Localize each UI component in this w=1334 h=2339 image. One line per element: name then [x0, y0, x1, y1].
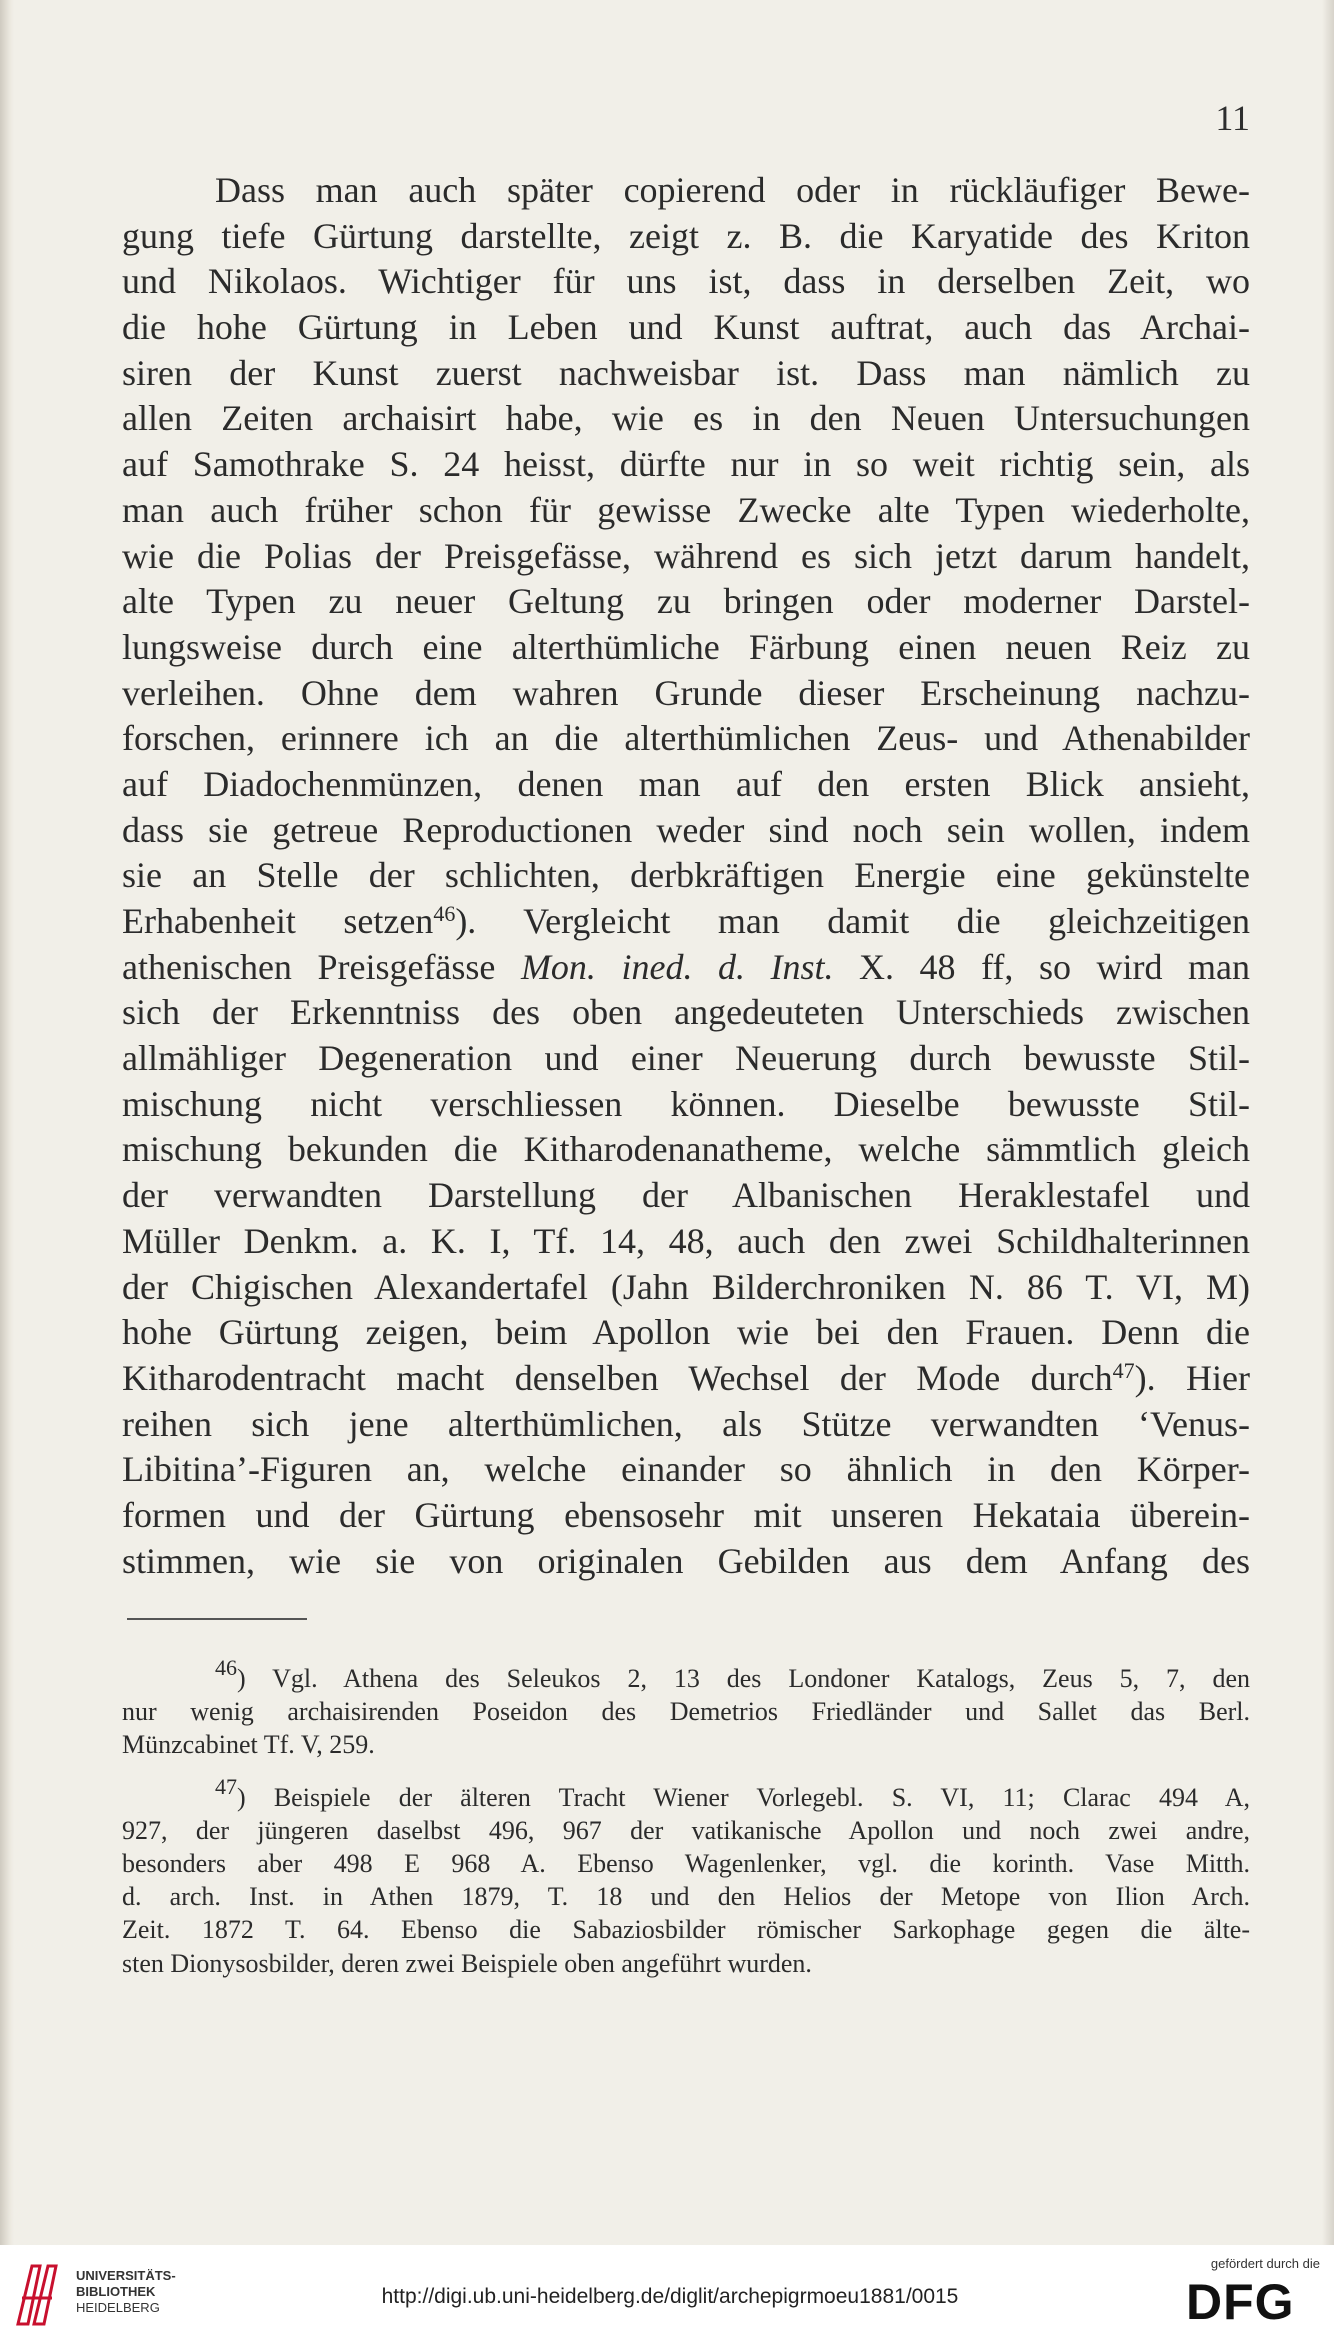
- page-left-edge: [0, 0, 14, 2245]
- text-line: formen und der Gürtung ebensosehr mit unseren Hekataia überein-: [122, 1494, 1250, 1535]
- text-line: allmähliger Degeneration und einer Neuerung durch bewusste Stil-: [122, 1038, 1250, 1079]
- text-segment: ). Vergleicht man damit die gleichzeitigen: [455, 901, 1250, 941]
- text-line: der verwandten Darstellung der Albanischen Heraklestafel und: [122, 1175, 1250, 1216]
- footnote-47-first-line: [122, 1773, 1250, 1814]
- footnote-line: Zeit. 1872 T. 64. Ebenso die Sabaziosbilder römischer Sarkophage gegen die älte-: [122, 1915, 1250, 1945]
- text-line-italic: [122, 945, 1250, 991]
- footnote-text: ) Beispiele der älteren Tracht Wiener Vorlegebl. S. VI, 11; Clarac 494 A,: [237, 1782, 1250, 1812]
- text-line: Libitina’-Figuren an, welche einander so ähnlich in den Körper-: [122, 1449, 1250, 1490]
- text-segment: X. 48 ff, so wird man: [833, 946, 1250, 987]
- text-line: auf Samothrake S. 24 heisst, dürfte nur in so weit richtig sein, als: [122, 444, 1250, 485]
- text-segment: Kitharodentracht macht denselben Wechsel der Mode durch: [122, 1357, 1113, 1398]
- text-line: die hohe Gürtung in Leben und Kunst auftrat, auch das Archai-: [122, 307, 1250, 348]
- text-line: siren der Kunst zuerst nachweisbar ist. Dass man nämlich zu: [122, 352, 1250, 393]
- library-logo-icon: [12, 2258, 72, 2330]
- footnote-line: Münzcabinet Tf. V, 259.: [122, 1730, 375, 1760]
- footnote-line: d. arch. Inst. in Athen 1879, T. 18 und den Helios der Metope von Ilion Arch.: [122, 1882, 1250, 1912]
- page-number: 11: [1215, 98, 1250, 138]
- footnote-mark: 46: [215, 1655, 237, 1680]
- footnotes: [122, 1655, 1250, 1980]
- text-line: forschen, erinnere ich an die alterthümlichen Zeus- und Athenabilder: [122, 718, 1250, 759]
- text-line: sich der Erkenntniss des oben angedeuteten Unterschieds zwischen: [122, 992, 1250, 1033]
- text-line: alte Typen zu neuer Geltung zu bringen oder moderner Darstel-: [122, 581, 1250, 622]
- text-line: der Chigischen Alexandertafel (Jahn Bilderchroniken N. 86 T. VI, M): [122, 1266, 1250, 1307]
- footnote-separator: [127, 1618, 307, 1620]
- text-line: gung tiefe Gürtung darstellte, zeigt z. B. die Karyatide des Kriton: [122, 215, 1250, 256]
- footnote-line: sten Dionysosbilder, deren zwei Beispiele oben angeführt wurden.: [122, 1948, 812, 1978]
- text-line: allen Zeiten archaisirt habe, wie es in den Neuen Untersuchungen: [122, 398, 1250, 439]
- text-segment: ). Hier: [1134, 1357, 1250, 1398]
- text-line: dass sie getreue Reproductionen weder sind noch sein wollen, indem: [122, 809, 1250, 850]
- text-line: stimmen, wie sie von originalen Gebilden aus dem Anfang des: [122, 1540, 1250, 1581]
- footnote-line: nur wenig archaisirenden Poseidon des Demetrios Friedländer und Sallet das Berl.: [122, 1697, 1250, 1727]
- text-line: mischung bekunden die Kitharodenanatheme, welche sämmtlich gleich: [122, 1129, 1250, 1170]
- text-segment: Erhabenheit setzen: [122, 901, 434, 941]
- text-line: reihen sich jene alterthümlichen, als Stütze verwandten ‘Venus-: [122, 1403, 1250, 1444]
- permalink-url[interactable]: http://digi.ub.uni-heidelberg.de/diglit/archepigrmoeu1881/0015: [381, 2285, 959, 2308]
- footnote-line: 927, der jüngeren daselbst 496, 967 der vatikanische Apollon und noch zwei andre,: [122, 1815, 1250, 1845]
- text-line: mischung nicht verschliessen können. Dieselbe bewusste Stil-: [122, 1083, 1250, 1124]
- italic-citation: Mon. ined. d. Inst.: [520, 946, 834, 987]
- library-name-line: BIBLIOTHEK: [76, 2284, 156, 2299]
- text-line-footnote-ref: [122, 1356, 1250, 1402]
- footnote-gap: [122, 1762, 1250, 1781]
- dfg-logo[interactable]: DFG: [1186, 2274, 1295, 2330]
- funding-note: gefördert durch die: [1210, 2256, 1320, 2271]
- text-line: auf Diadochenmünzen, denen man auf den ersten Blick ansieht,: [122, 763, 1250, 804]
- text-line: Müller Denkm. a. K. I, Tf. 14, 48, auch den zwei Schildhalterinnen: [122, 1220, 1250, 1261]
- text-line: hohe Gürtung zeigen, beim Apollon wie bei den Frauen. Denn die: [122, 1312, 1250, 1353]
- footnote-line: besonders aber 498 E 968 A. Ebenso Wagenlenker, vgl. die korinth. Vase Mitth.: [122, 1848, 1250, 1878]
- library-name: [76, 2268, 236, 2316]
- text-line: wie die Polias der Preisgefässe, während es sich jetzt darum handelt,: [122, 535, 1250, 576]
- footnote-46-first-line: [122, 1655, 1250, 1695]
- page-right-edge: [1322, 0, 1334, 2245]
- text-line: sie an Stelle der schlichten, derbkräftigen Energie eine gekünstelte: [122, 855, 1250, 896]
- text-line: und Nikolaos. Wichtiger für uns ist, dass in derselben Zeit, wo: [122, 261, 1250, 302]
- text-line: lungsweise durch eine alterthümliche Färbung einen neuen Reiz zu: [122, 626, 1250, 667]
- text-line: Dass man auch später copierend oder in rückläufiger Bewe-: [215, 170, 1250, 210]
- footnote-reference-47: 47: [1112, 1357, 1135, 1383]
- library-name-line: UNIVERSITÄTS-: [76, 2268, 176, 2283]
- text-line-footnote-ref: [122, 899, 1250, 945]
- text-segment: athenischen Preisgefässe: [122, 946, 521, 987]
- text-line: verleihen. Ohne dem wahren Grunde dieser Erscheinung nachzu-: [122, 672, 1250, 713]
- main-text: [122, 168, 1250, 1584]
- footnote-mark: 47: [215, 1773, 237, 1799]
- footnote-reference-46: 46: [433, 901, 456, 926]
- footnote-text: ) Vgl. Athena des Seleukos 2, 13 des Londoner Katalogs, Zeus 5, 7, den: [237, 1664, 1250, 1693]
- library-name-line: HEIDELBERG: [76, 2300, 160, 2315]
- text-line: man auch früher schon für gewisse Zwecke alte Typen wiederholte,: [122, 489, 1250, 530]
